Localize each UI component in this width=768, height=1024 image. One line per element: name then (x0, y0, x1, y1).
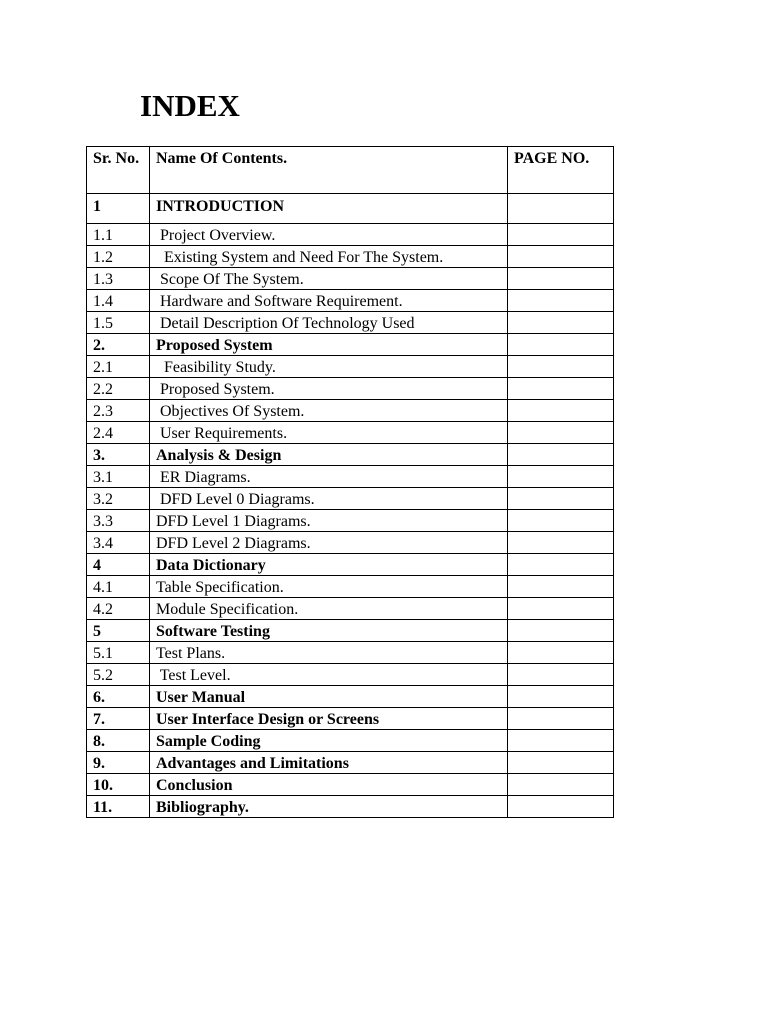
row-content-name: ER Diagrams. (150, 466, 508, 488)
row-content-name: Hardware and Software Requirement. (150, 290, 508, 312)
row-page-no (508, 246, 614, 268)
row-page-no (508, 378, 614, 400)
row-content-name: Advantages and Limitations (150, 752, 508, 774)
row-content-name: Table Specification. (150, 576, 508, 598)
table-row (87, 686, 614, 708)
table-row (87, 576, 614, 598)
table-row (87, 356, 614, 378)
table-row (87, 290, 614, 312)
row-content-name: Bibliography. (150, 796, 508, 818)
row-sr-no: 1.2 (87, 246, 150, 268)
row-content-name: Conclusion (150, 774, 508, 796)
row-sr-no: 2.3 (87, 400, 150, 422)
row-content-name: Data Dictionary (150, 554, 508, 576)
row-sr-no: 3.2 (87, 488, 150, 510)
row-page-no (508, 796, 614, 818)
row-page-no (508, 686, 614, 708)
row-content-name: Proposed System (150, 334, 508, 356)
row-sr-no: 4.2 (87, 598, 150, 620)
row-content-name: Analysis & Design (150, 444, 508, 466)
table-row (87, 598, 614, 620)
row-sr-no: 5.1 (87, 642, 150, 664)
table-row (87, 510, 614, 532)
row-sr-no: 3. (87, 444, 150, 466)
index-table (86, 146, 614, 818)
row-content-name: Detail Description Of Technology Used (150, 312, 508, 334)
row-sr-no: 3.3 (87, 510, 150, 532)
table-row (87, 488, 614, 510)
row-content-name: User Requirements. (150, 422, 508, 444)
row-content-name: Sample Coding (150, 730, 508, 752)
header-name-of-contents: Name Of Contents. (150, 147, 508, 194)
table-row (87, 532, 614, 554)
row-page-no (508, 466, 614, 488)
row-content-name: Module Specification. (150, 598, 508, 620)
row-sr-no: 1.5 (87, 312, 150, 334)
row-content-name: DFD Level 2 Diagrams. (150, 532, 508, 554)
row-page-no (508, 422, 614, 444)
row-content-name: DFD Level 1 Diagrams. (150, 510, 508, 532)
table-row (87, 224, 614, 246)
row-sr-no: 11. (87, 796, 150, 818)
row-page-no (508, 290, 614, 312)
table-row (87, 246, 614, 268)
table-row (87, 312, 614, 334)
row-content-name: Scope Of The System. (150, 268, 508, 290)
row-sr-no: 2. (87, 334, 150, 356)
row-sr-no: 3.4 (87, 532, 150, 554)
header-sr-no: Sr. No. (87, 147, 150, 194)
row-sr-no: 5.2 (87, 664, 150, 686)
table-body (87, 194, 614, 818)
table-row (87, 752, 614, 774)
row-page-no (508, 356, 614, 378)
row-page-no (508, 312, 614, 334)
row-sr-no: 5 (87, 620, 150, 642)
row-sr-no: 1 (87, 194, 150, 224)
row-sr-no: 4 (87, 554, 150, 576)
row-sr-no: 1.1 (87, 224, 150, 246)
row-page-no (508, 576, 614, 598)
row-page-no (508, 642, 614, 664)
row-page-no (508, 730, 614, 752)
table-row (87, 378, 614, 400)
row-content-name: Project Overview. (150, 224, 508, 246)
page-title: INDEX (140, 88, 240, 123)
row-content-name: User Interface Design or Screens (150, 708, 508, 730)
table-row (87, 620, 614, 642)
row-sr-no: 7. (87, 708, 150, 730)
row-content-name: INTRODUCTION (150, 194, 508, 224)
table-header-row (87, 147, 614, 194)
table-row (87, 334, 614, 356)
table-row (87, 422, 614, 444)
row-sr-no: 4.1 (87, 576, 150, 598)
row-page-no (508, 488, 614, 510)
table-row (87, 554, 614, 576)
table-row (87, 730, 614, 752)
table-row (87, 268, 614, 290)
row-content-name: Existing System and Need For The System. (150, 246, 508, 268)
row-page-no (508, 268, 614, 290)
row-page-no (508, 620, 614, 642)
row-page-no (508, 554, 614, 576)
row-page-no (508, 752, 614, 774)
row-content-name: DFD Level 0 Diagrams. (150, 488, 508, 510)
row-page-no (508, 598, 614, 620)
row-sr-no: 1.3 (87, 268, 150, 290)
row-sr-no: 2.4 (87, 422, 150, 444)
row-content-name: Proposed System. (150, 378, 508, 400)
row-page-no (508, 194, 614, 224)
row-sr-no: 10. (87, 774, 150, 796)
row-sr-no: 3.1 (87, 466, 150, 488)
table-row (87, 444, 614, 466)
row-content-name: Objectives Of System. (150, 400, 508, 422)
row-page-no (508, 444, 614, 466)
table-row (87, 708, 614, 730)
row-content-name: Test Level. (150, 664, 508, 686)
row-page-no (508, 334, 614, 356)
table-row (87, 664, 614, 686)
row-page-no (508, 224, 614, 246)
table-row (87, 642, 614, 664)
row-page-no (508, 400, 614, 422)
row-content-name: User Manual (150, 686, 508, 708)
row-page-no (508, 708, 614, 730)
table-row (87, 796, 614, 818)
row-sr-no: 6. (87, 686, 150, 708)
row-page-no (508, 664, 614, 686)
row-content-name: Test Plans. (150, 642, 508, 664)
row-content-name: Feasibility Study. (150, 356, 508, 378)
table-row (87, 774, 614, 796)
row-sr-no: 2.1 (87, 356, 150, 378)
table-row (87, 194, 614, 224)
row-content-name: Software Testing (150, 620, 508, 642)
row-page-no (508, 774, 614, 796)
table-row (87, 400, 614, 422)
row-sr-no: 8. (87, 730, 150, 752)
row-sr-no: 2.2 (87, 378, 150, 400)
table-row (87, 466, 614, 488)
header-page-no: PAGE NO. (508, 147, 614, 194)
row-sr-no: 1.4 (87, 290, 150, 312)
row-page-no (508, 532, 614, 554)
row-sr-no: 9. (87, 752, 150, 774)
row-page-no (508, 510, 614, 532)
